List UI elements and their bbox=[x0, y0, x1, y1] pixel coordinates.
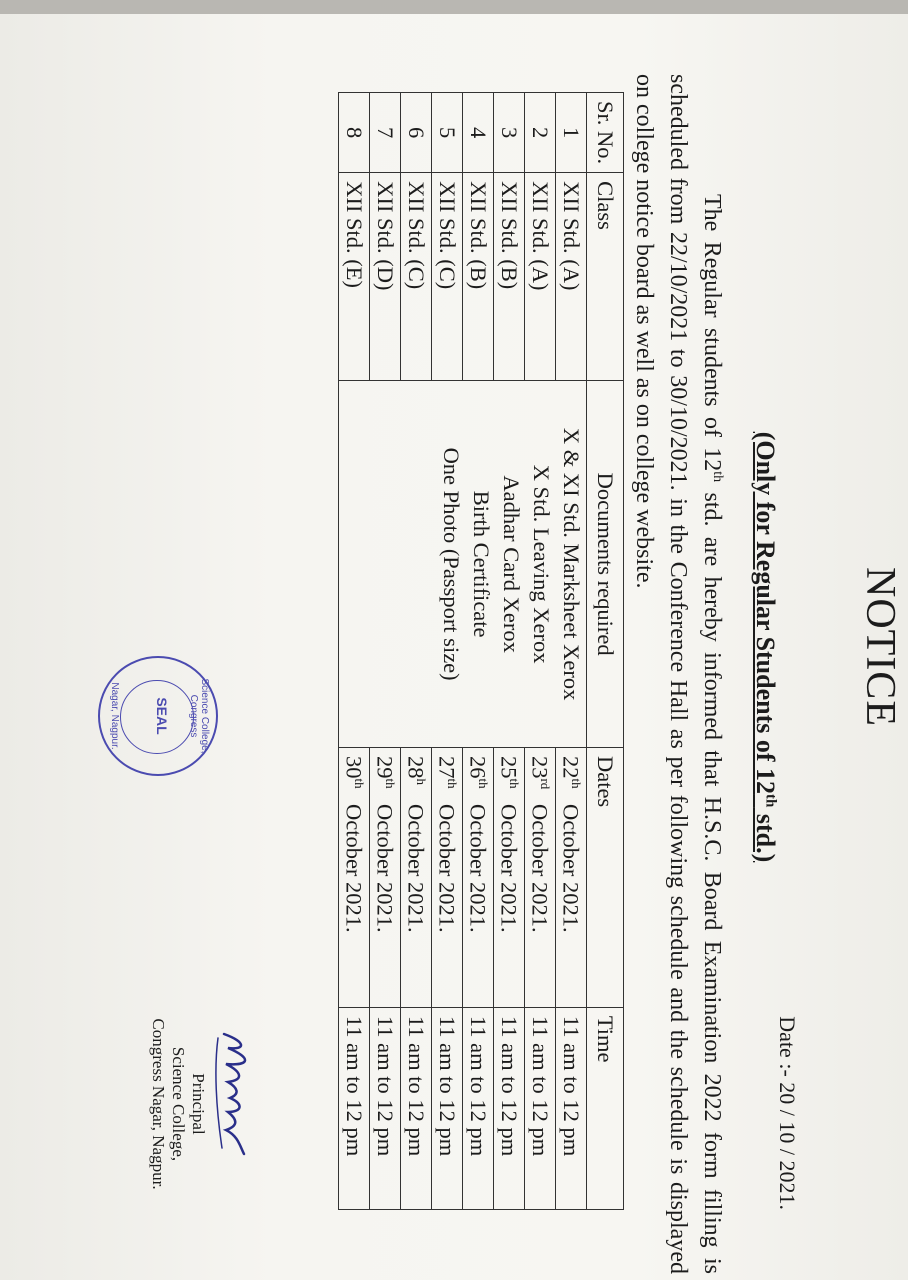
schedule-table bbox=[338, 92, 624, 1210]
cell-date bbox=[370, 747, 401, 1007]
cell-sr-no: 2 bbox=[525, 93, 556, 173]
cell-date bbox=[432, 747, 463, 1007]
cell-time: 11 am to 12 pm bbox=[463, 1007, 494, 1209]
notice-paper bbox=[0, 14, 908, 1280]
cell-sr-no: 4 bbox=[463, 93, 494, 173]
seal-top-text: Science College, Congress bbox=[188, 678, 210, 754]
header-dates: Dates bbox=[587, 747, 624, 1007]
date-day-number: 22 bbox=[558, 755, 584, 779]
cell-sr-no: 1 bbox=[556, 93, 587, 173]
document-item: One Photo (Passport size) bbox=[439, 447, 464, 681]
cell-time: 11 am to 12 pm bbox=[432, 1007, 463, 1209]
cell-sr-no: 7 bbox=[370, 93, 401, 173]
principal-signature bbox=[208, 1028, 268, 1168]
body-suffix: th bbox=[710, 471, 725, 483]
cell-time: 11 am to 12 pm bbox=[370, 1007, 401, 1209]
date-month-year: October 2021. bbox=[341, 803, 367, 933]
document-item: Birth Certificate bbox=[469, 490, 494, 638]
cell-time: 11 am to 12 pm bbox=[525, 1007, 556, 1209]
date-day-suffix: th bbox=[476, 778, 492, 789]
header-class: Class bbox=[587, 173, 624, 381]
cell-documents-required bbox=[339, 381, 587, 748]
seal-center-text: SEAL bbox=[154, 697, 170, 735]
cell-class: XII Std. (A) bbox=[556, 173, 587, 381]
date-day-suffix: th bbox=[569, 778, 585, 789]
cell-class: XII Std. (C) bbox=[432, 173, 463, 381]
subtitle-text: (Only for Regular Students of 12 bbox=[751, 431, 780, 795]
cell-sr-no: 8 bbox=[339, 93, 370, 173]
date-day-suffix: th bbox=[383, 778, 399, 789]
college-seal bbox=[98, 656, 218, 776]
document-item: X & XI Std. Marksheet Xerox bbox=[559, 427, 584, 701]
date-month-year: October 2021. bbox=[434, 803, 460, 933]
cell-class: XII Std. (C) bbox=[401, 173, 432, 381]
header-sr-no: Sr. No. bbox=[587, 93, 624, 173]
notice-sheet bbox=[0, 14, 908, 1280]
date-day-number: 30 bbox=[341, 755, 367, 779]
table-row bbox=[556, 93, 587, 1210]
cell-class: XII Std. (A) bbox=[525, 173, 556, 381]
cell-class: XII Std. (B) bbox=[463, 173, 494, 381]
cell-class: XII Std. (D) bbox=[370, 173, 401, 381]
date-month-year: October 2021. bbox=[527, 803, 553, 933]
signatory-title: Principal bbox=[189, 1073, 208, 1135]
cell-date bbox=[463, 747, 494, 1007]
cell-sr-no: 6 bbox=[401, 93, 432, 173]
date-day bbox=[403, 756, 430, 804]
cell-date bbox=[525, 747, 556, 1007]
cell-class: XII Std. (E) bbox=[339, 173, 370, 381]
signatory-line-1: Science College, bbox=[169, 1046, 188, 1162]
date-day-number: 26 bbox=[465, 755, 491, 779]
date-day-suffix: h bbox=[414, 778, 430, 785]
cell-sr-no: 3 bbox=[494, 93, 525, 173]
date-day bbox=[496, 756, 523, 804]
date-day bbox=[372, 756, 399, 804]
header-time: Time bbox=[587, 1007, 624, 1209]
cell-date bbox=[339, 747, 370, 1007]
date-day bbox=[434, 756, 461, 804]
date-day bbox=[558, 756, 585, 804]
subtitle-suffix: th bbox=[762, 794, 779, 808]
date-day-suffix: rd bbox=[538, 778, 554, 790]
date-day-number: 29 bbox=[372, 755, 398, 779]
cell-time: 11 am to 12 pm bbox=[401, 1007, 432, 1209]
cell-date bbox=[494, 747, 525, 1007]
notice-date: Date :- 20 / 10 / 2021. bbox=[775, 1016, 800, 1210]
date-month-year: October 2021. bbox=[403, 803, 429, 933]
date-day-suffix: th bbox=[445, 778, 461, 789]
document-item: Aadhar Card Xerox bbox=[499, 475, 524, 653]
date-day-number: 28 bbox=[403, 755, 429, 779]
seal-bottom-text: Nagar, Nagpur. bbox=[109, 682, 120, 750]
date-day-number: 23 bbox=[527, 755, 553, 779]
date-day bbox=[465, 756, 492, 804]
body-text-start: The Regular students of 12 bbox=[699, 194, 725, 472]
document-item: X Std. Leaving Xerox bbox=[529, 464, 554, 664]
date-month-year: October 2021. bbox=[372, 803, 398, 933]
notice-body bbox=[627, 74, 734, 1274]
date-day bbox=[527, 756, 554, 804]
date-month-year: October 2021. bbox=[558, 803, 584, 933]
cell-date bbox=[401, 747, 432, 1007]
cell-sr-no: 5 bbox=[432, 93, 463, 173]
date-day-suffix: th bbox=[352, 778, 368, 789]
subtitle-text-end: std.) bbox=[751, 807, 780, 863]
date-day-number: 25 bbox=[496, 755, 522, 779]
date-day-suffix: th bbox=[507, 778, 523, 789]
body-text-rest: std. are hereby informed that H.S.C. Board Examination 2022 form filling is scheduled from 22/10/2021 to 30/10/2021. in the Conference Hall as per following schedule and the schedule is displayed on college notice board as well as on college website. bbox=[631, 74, 725, 1274]
signatory-line-2: Congress Nagar, Nagpur. bbox=[149, 1018, 168, 1190]
table-header-row bbox=[587, 93, 624, 1210]
cell-class: XII Std. (B) bbox=[494, 173, 525, 381]
cell-date bbox=[556, 747, 587, 1007]
date-month-year: October 2021. bbox=[496, 803, 522, 933]
notice-subtitle bbox=[750, 14, 780, 1280]
cell-time: 11 am to 12 pm bbox=[339, 1007, 370, 1209]
date-day-number: 27 bbox=[434, 755, 460, 779]
cell-time: 11 am to 12 pm bbox=[494, 1007, 525, 1209]
date-month-year: October 2021. bbox=[465, 803, 491, 933]
date-day bbox=[341, 756, 368, 804]
notice-title: NOTICE bbox=[857, 567, 903, 727]
signatory-block bbox=[148, 974, 208, 1234]
cell-time: 11 am to 12 pm bbox=[556, 1007, 587, 1209]
header-documents: Documents required bbox=[587, 381, 624, 748]
